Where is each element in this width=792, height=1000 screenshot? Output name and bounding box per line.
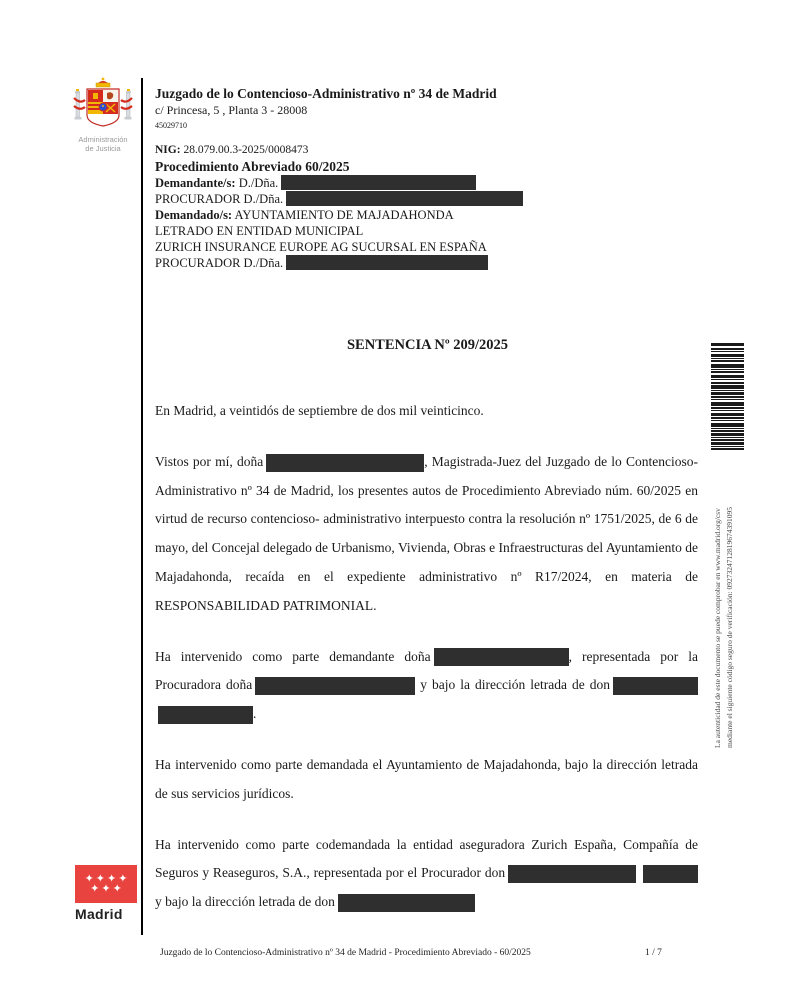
defendant-line bbox=[155, 207, 700, 223]
procedure-title: Procedimiento Abreviado 60/2025 bbox=[155, 159, 350, 174]
redacted-lawyer-2 bbox=[158, 706, 253, 724]
defendant-label: Demandado/s: bbox=[155, 208, 233, 222]
nig-value: 28.079.00.3-2025/0008473 bbox=[180, 144, 309, 156]
left-margin-rule bbox=[141, 78, 143, 935]
redacted-claimant bbox=[434, 648, 569, 666]
nig-line bbox=[155, 143, 700, 158]
redacted-lawyer-1 bbox=[613, 677, 698, 695]
caption-line1: Administración bbox=[78, 135, 128, 144]
defendant-procurador-line bbox=[155, 255, 700, 271]
procurador-label: PROCURADOR D./Dña. bbox=[155, 192, 284, 206]
court-title: Juzgado de lo Contencioso-Administrativo nº 34 de Madrid bbox=[155, 86, 497, 101]
sentence-title: SENTENCIA Nº 209/2025 bbox=[346, 337, 509, 353]
madrid-community-logo bbox=[75, 865, 137, 922]
redacted-procurador-name bbox=[286, 191, 523, 206]
madrid-flag-icon bbox=[75, 865, 137, 903]
redacted-judge-name bbox=[266, 454, 424, 472]
defendant-value: AYUNTAMIENTO DE MAJADAHONDA bbox=[232, 208, 454, 222]
justice-administration-logo bbox=[68, 76, 138, 153]
redacted-claimant-name bbox=[281, 175, 476, 190]
paragraph-demandante: Ha intervenido como parte demandante doña , representada por la Procuradora doña y bajo la dirección letrada de don . bbox=[155, 643, 698, 729]
court-address: c/ Princesa, 5 , Planta 3 - 28008 bbox=[155, 103, 308, 117]
office-code: 45029710 bbox=[155, 121, 187, 130]
claimant-line bbox=[155, 175, 700, 191]
paragraph-demandada: Ha intervenido como parte demandada el Ayuntamiento de Majadahonda, bajo la dirección letrada de sus servicios jurídicos. bbox=[155, 756, 698, 801]
madrid-stars-row2: ✦✦✦ bbox=[90, 882, 124, 895]
verification-text bbox=[712, 450, 736, 748]
procurador2-label: PROCURADOR D./Dña. bbox=[155, 256, 284, 270]
paragraph-date: En Madrid, a veintidós de septiembre de dos mil veinticinco. bbox=[155, 403, 484, 418]
insurer-line: ZURICH INSURANCE EUROPE AG SUCURSAL EN ESPAÑA bbox=[155, 240, 487, 254]
claimant-procurador-line bbox=[155, 191, 700, 207]
redacted-procurador-zurich-2 bbox=[643, 865, 698, 883]
spain-coat-of-arms-icon bbox=[71, 76, 135, 128]
claimant-prefix: D./Dña. bbox=[235, 176, 279, 190]
document-body bbox=[155, 397, 698, 939]
paragraph-codemandada: Ha intervenido como parte codemandada la entidad aseguradora Zurich España, Compañía de Seguros y Reaseguros, S.A., representada por el Procurador don y bajo la dirección letrada de don bbox=[155, 831, 698, 917]
redacted-procurador2-name bbox=[286, 255, 488, 270]
verification-line2: mediante el siguiente código seguro de verificación: 0927324712819674391095 bbox=[724, 507, 734, 748]
letrado-line: LETRADO EN ENTIDAD MUNICIPAL bbox=[155, 224, 364, 238]
redacted-procurador-zurich-1 bbox=[508, 865, 636, 883]
justice-administration-caption bbox=[68, 135, 138, 153]
paragraph-vistos: Vistos por mí, doña , Magistrada-Juez del Juzgado de lo Contencioso-Administrativo nº 34 de Madrid, los presentes autos de Procedimiento Abreviado núm. 60/2025 en virtud de recurso contencioso- administrativo interpuesto contra la resolución nº 1751/2025, de 6 de mayo, del Concejal delegado de Urbanismo, Vivienda, Obras e Infraestructuras del Ayuntamiento de Majadahonda, recaída en el expediente administrativo nº R17/2024, en materia de RESPONSABILIDAD PATRIMONIAL. bbox=[155, 453, 698, 613]
madrid-label: Madrid bbox=[75, 906, 123, 922]
verification-line1: La autenticidad de este documento se puede comprobar en www.madrid.org/csv bbox=[713, 508, 722, 748]
footer-reference: Juzgado de lo Contencioso-Administrativo nº 34 de Madrid - Procedimiento Abreviado - 60/2025 bbox=[160, 948, 531, 958]
redacted-lawyer-zurich bbox=[338, 894, 475, 912]
footer-page-number: 1 / 7 bbox=[645, 948, 662, 958]
redacted-procuradora bbox=[255, 677, 415, 695]
document-header bbox=[155, 85, 700, 271]
nig-label: NIG: bbox=[155, 144, 181, 156]
claimant-label: Demandante/s: bbox=[155, 176, 236, 190]
verification-barcode bbox=[711, 343, 744, 450]
madrid-stars-row1: ✦✦✦✦ bbox=[84, 872, 130, 885]
caption-line2: de Justicia bbox=[85, 144, 121, 153]
